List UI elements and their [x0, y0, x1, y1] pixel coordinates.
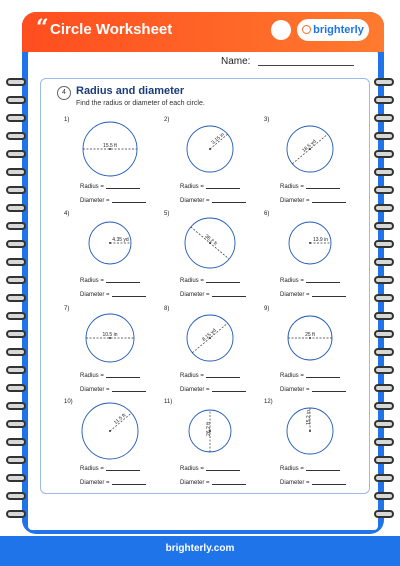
radius-label: Radius = — [280, 184, 304, 190]
spiral-ring — [374, 420, 394, 428]
problem-11 — [164, 399, 264, 487]
radius-blank[interactable] — [306, 377, 340, 378]
radius-blank[interactable] — [106, 282, 140, 283]
radius-label: Radius = — [80, 466, 104, 472]
diameter-blank[interactable] — [112, 296, 146, 297]
radius-blank[interactable] — [106, 470, 140, 471]
problem-number: 11) — [164, 399, 173, 405]
diameter-label: Diameter = — [80, 480, 110, 486]
radius-answer — [180, 184, 240, 190]
radius-answer — [80, 184, 140, 190]
measure-label: 36.2 ft — [203, 233, 218, 248]
problem-number: 2) — [164, 117, 170, 123]
spiral-ring — [374, 204, 394, 212]
worksheet-title: Circle Worksheet — [50, 21, 173, 38]
circle-figure — [264, 306, 364, 372]
section-title: Radius and diameter — [76, 85, 185, 97]
logo-text: brighterly — [313, 24, 364, 36]
spiral-ring — [6, 114, 26, 122]
spiral-ring — [6, 420, 26, 428]
spiral-ring — [374, 114, 394, 122]
radius-label: Radius = — [280, 278, 304, 284]
spiral-ring — [374, 402, 394, 410]
spiral-ring — [6, 510, 26, 518]
problem-number: 1) — [64, 117, 70, 123]
measure-label: 13.9 in — [312, 237, 329, 243]
problem-number: 10) — [64, 399, 73, 405]
diameter-answer — [280, 387, 346, 393]
radius-blank[interactable] — [206, 377, 240, 378]
problem-number: 6) — [264, 211, 270, 217]
circle-figure — [164, 117, 264, 183]
measure-label: 3.15 in — [210, 131, 226, 146]
circle-figure — [164, 306, 264, 372]
problem-8 — [164, 306, 264, 394]
problem-2 — [164, 117, 264, 205]
measure-label: 26.2 ft — [206, 422, 212, 436]
spiral-ring — [6, 492, 26, 500]
problem-6 — [264, 211, 364, 299]
radius-blank[interactable] — [206, 282, 240, 283]
circle-figure — [164, 211, 264, 277]
diameter-label: Diameter = — [180, 480, 210, 486]
measure-label: 10.5 in — [102, 332, 118, 338]
spiral-ring — [6, 456, 26, 464]
diameter-label: Diameter = — [180, 292, 210, 298]
diameter-label: Diameter = — [180, 387, 210, 393]
spiral-ring — [374, 258, 394, 266]
problem-number: 5) — [164, 211, 170, 217]
section-instructions: Find the radius or diameter of each circle. — [76, 100, 205, 107]
radius-answer — [80, 278, 140, 284]
footer-url: brighterly.com — [165, 543, 235, 554]
spiral-ring — [374, 492, 394, 500]
spiral-ring — [374, 366, 394, 374]
problem-3 — [264, 117, 364, 205]
radius-blank[interactable] — [206, 188, 240, 189]
decorative-dot-icon — [271, 20, 291, 40]
diameter-label: Diameter = — [80, 292, 110, 298]
problem-9 — [264, 306, 364, 394]
radius-label: Radius = — [180, 373, 204, 379]
radius-answer — [80, 466, 140, 472]
spiral-ring — [6, 78, 26, 86]
spiral-ring — [6, 438, 26, 446]
diameter-answer — [280, 480, 346, 486]
diameter-answer — [180, 292, 246, 298]
circle-figure — [64, 117, 164, 183]
diameter-answer — [80, 198, 146, 204]
radius-label: Radius = — [80, 373, 104, 379]
problem-12 — [264, 399, 364, 487]
spiral-ring — [374, 456, 394, 464]
radius-label: Radius = — [280, 466, 304, 472]
diameter-blank[interactable] — [212, 296, 246, 297]
spiral-ring — [6, 294, 26, 302]
spiral-ring — [374, 276, 394, 284]
diameter-answer — [180, 480, 246, 486]
spiral-ring — [374, 312, 394, 320]
quote-icon: “ — [36, 15, 49, 41]
diameter-answer — [80, 480, 146, 486]
problem-4 — [64, 211, 164, 299]
circle-figure — [64, 211, 164, 277]
diameter-label: Diameter = — [180, 198, 210, 204]
spiral-ring — [6, 402, 26, 410]
spiral-ring — [374, 186, 394, 194]
problem-number: 4) — [64, 211, 70, 217]
spiral-ring — [6, 276, 26, 284]
radius-label: Radius = — [80, 278, 104, 284]
diameter-answer — [280, 292, 346, 298]
spiral-ring — [374, 96, 394, 104]
diameter-blank[interactable] — [112, 202, 146, 203]
diameter-blank[interactable] — [312, 391, 346, 392]
problem-number: 8) — [164, 306, 170, 312]
diameter-label: Diameter = — [280, 480, 310, 486]
circle-figure — [64, 399, 164, 465]
spiral-ring — [6, 330, 26, 338]
spiral-ring — [6, 384, 26, 392]
spiral-ring — [6, 366, 26, 374]
name-label: Name: — [221, 56, 251, 67]
spiral-ring — [374, 510, 394, 518]
section-number: 4 — [57, 86, 71, 100]
radius-blank[interactable] — [306, 188, 340, 189]
diameter-blank[interactable] — [212, 391, 246, 392]
diameter-answer — [280, 198, 346, 204]
diameter-label: Diameter = — [80, 387, 110, 393]
measure-label: 18.5 yd — [301, 138, 318, 154]
problem-7 — [64, 306, 164, 394]
spiral-ring — [6, 132, 26, 140]
name-field[interactable] — [258, 65, 354, 66]
measure-label: 4.35 yd — [112, 237, 129, 243]
brand-logo — [297, 19, 369, 41]
problem-number: 9) — [264, 306, 270, 312]
measure-label: 15.2 in — [306, 409, 312, 426]
radius-label: Radius = — [80, 184, 104, 190]
diameter-label: Diameter = — [280, 387, 310, 393]
radius-answer — [180, 466, 240, 472]
diameter-answer — [80, 387, 146, 393]
spiral-ring — [6, 168, 26, 176]
spiral-ring — [6, 474, 26, 482]
spiral-ring — [374, 150, 394, 158]
spiral-ring — [6, 348, 26, 356]
measure-label: 15.5 ft — [103, 143, 117, 149]
spiral-ring — [6, 312, 26, 320]
radius-label: Radius = — [180, 278, 204, 284]
diameter-answer — [180, 198, 246, 204]
diameter-label: Diameter = — [80, 198, 110, 204]
spiral-ring — [374, 132, 394, 140]
problem-number: 12) — [264, 399, 273, 405]
diameter-blank[interactable] — [212, 484, 246, 485]
spiral-ring — [374, 474, 394, 482]
measure-label: 8.15 yd — [201, 327, 218, 343]
radius-answer — [280, 278, 340, 284]
spiral-ring — [374, 438, 394, 446]
spiral-ring — [374, 240, 394, 248]
spiral-ring — [374, 330, 394, 338]
spiral-ring — [6, 258, 26, 266]
circle-figure — [264, 117, 364, 183]
radius-label: Radius = — [180, 466, 204, 472]
spiral-ring — [6, 96, 26, 104]
circle-figure — [164, 399, 264, 465]
diameter-blank[interactable] — [212, 202, 246, 203]
radius-answer — [80, 373, 140, 379]
diameter-answer — [80, 292, 146, 298]
problem-5 — [164, 211, 264, 299]
radius-blank[interactable] — [106, 377, 140, 378]
radius-blank[interactable] — [306, 470, 340, 471]
logo-sun-icon — [302, 25, 311, 34]
radius-label: Radius = — [180, 184, 204, 190]
spiral-ring — [6, 240, 26, 248]
radius-blank[interactable] — [106, 188, 140, 189]
spiral-ring — [374, 222, 394, 230]
diameter-blank[interactable] — [312, 296, 346, 297]
problem-10 — [64, 399, 164, 487]
radius-blank[interactable] — [306, 282, 340, 283]
spiral-ring — [6, 204, 26, 212]
spiral-ring — [374, 294, 394, 302]
problem-number: 7) — [64, 306, 70, 312]
radius-blank[interactable] — [206, 470, 240, 471]
diameter-blank[interactable] — [312, 202, 346, 203]
radius-answer — [280, 373, 340, 379]
circle-figure — [264, 399, 364, 465]
problem-number: 3) — [264, 117, 270, 123]
spiral-ring — [374, 384, 394, 392]
spiral-ring — [374, 78, 394, 86]
spiral-ring — [374, 168, 394, 176]
measure-label: 25 ft — [305, 332, 315, 338]
measure-label: 11.5 ft — [112, 412, 128, 426]
circle-figure — [64, 306, 164, 372]
diameter-blank[interactable] — [112, 391, 146, 392]
spiral-ring — [6, 222, 26, 230]
problem-1 — [64, 117, 164, 205]
diameter-answer — [180, 387, 246, 393]
diameter-label: Diameter = — [280, 198, 310, 204]
diameter-blank[interactable] — [312, 484, 346, 485]
radius-answer — [280, 184, 340, 190]
radius-answer — [180, 278, 240, 284]
diameter-label: Diameter = — [280, 292, 310, 298]
spiral-ring — [374, 348, 394, 356]
radius-answer — [280, 466, 340, 472]
spiral-ring — [6, 186, 26, 194]
radius-answer — [180, 373, 240, 379]
diameter-blank[interactable] — [112, 484, 146, 485]
radius-label: Radius = — [280, 373, 304, 379]
spiral-ring — [6, 150, 26, 158]
circle-figure — [264, 211, 364, 277]
